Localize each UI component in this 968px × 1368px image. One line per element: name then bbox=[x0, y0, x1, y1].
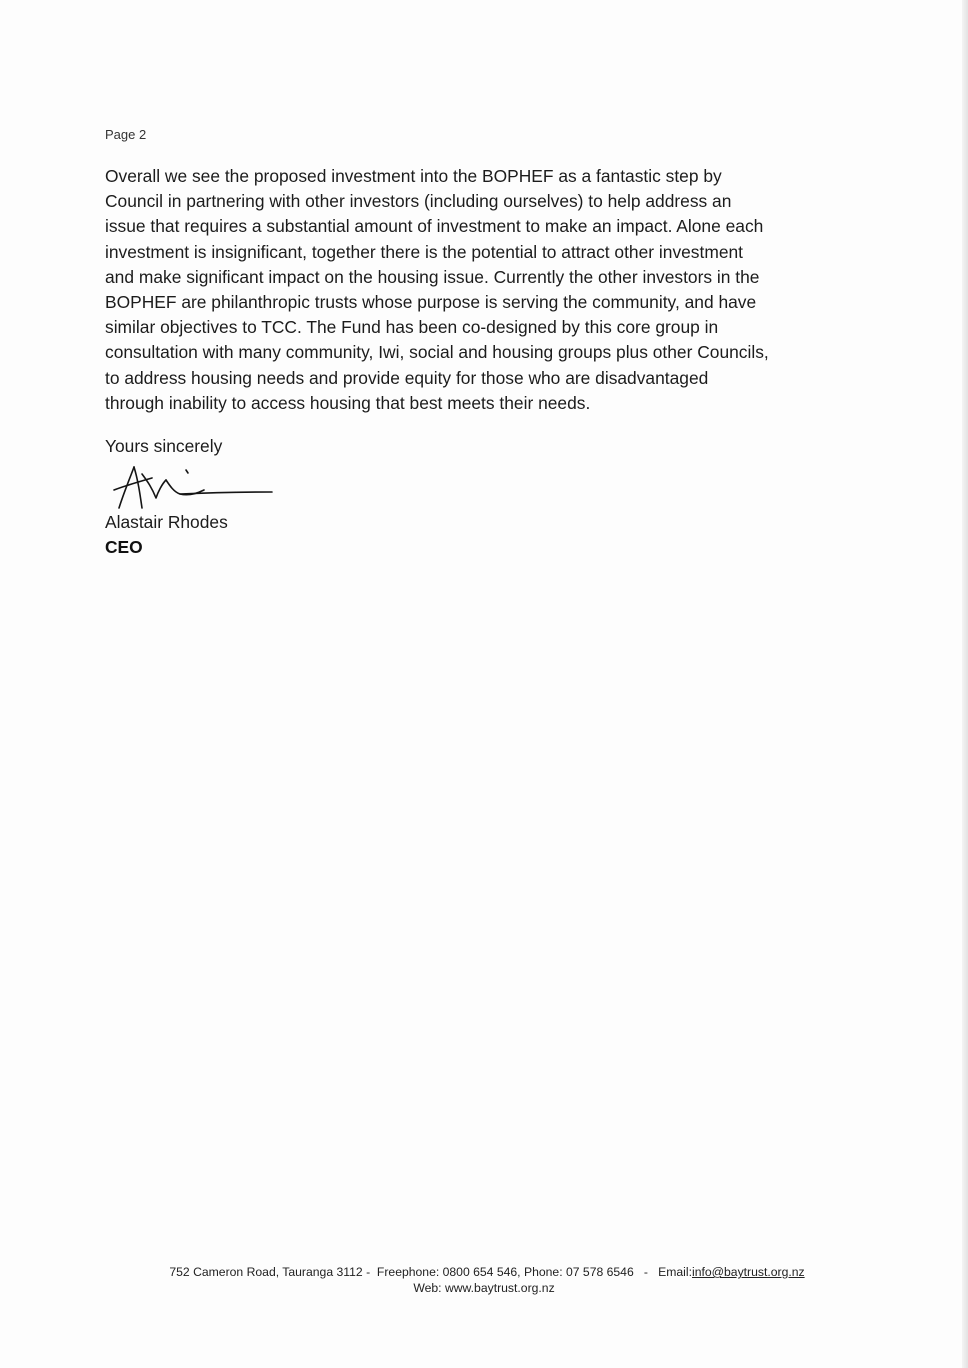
body-line: investment is insignificant, together there is the potential to attract other investment bbox=[105, 241, 743, 262]
footer-web[interactable]: Web: www.baytrust.org.nz bbox=[413, 1281, 555, 1295]
body-line: Council in partnering with other investors (including ourselves) to help address an bbox=[105, 191, 732, 212]
signer-name: Alastair Rhodes bbox=[105, 512, 228, 532]
letterhead-footer bbox=[0, 1264, 968, 1296]
body-line: to address housing needs and provide equity for those who are disadvantaged bbox=[105, 367, 709, 388]
page-number: Page 2 bbox=[105, 127, 147, 142]
body-line: issue that requires a substantial amount of investment to make an impact. Alone each bbox=[105, 216, 764, 237]
letter-body bbox=[105, 164, 860, 416]
email-link[interactable]: info@baytrust.org.nz bbox=[691, 1265, 805, 1279]
body-line: consultation with many community, Iwi, social and housing groups plus other Councils, bbox=[105, 342, 769, 363]
footer-address: 752 Cameron Road, Tauranga 3112 - Freephone: 0800 654 546, Phone: 07 578 6546 - Email: bbox=[169, 1265, 692, 1279]
body-line: similar objectives to TCC. The Fund has been co-designed by this core group in bbox=[105, 317, 719, 338]
body-line: through inability to access housing that best meets their needs. bbox=[105, 392, 591, 413]
footer-contact-line bbox=[0, 1264, 968, 1280]
body-line: Overall we see the proposed investment into the BOPHEF as a fantastic step by bbox=[105, 166, 722, 186]
closing-salutation: Yours sincerely bbox=[105, 436, 223, 456]
body-line: BOPHEF are philanthropic trusts whose purpose is serving the community, and have bbox=[105, 292, 757, 313]
body-line: and make significant impact on the housing issue. Currently the other investors in the bbox=[105, 266, 760, 287]
page-edge bbox=[962, 0, 968, 1368]
signer-title: CEO bbox=[105, 537, 143, 557]
